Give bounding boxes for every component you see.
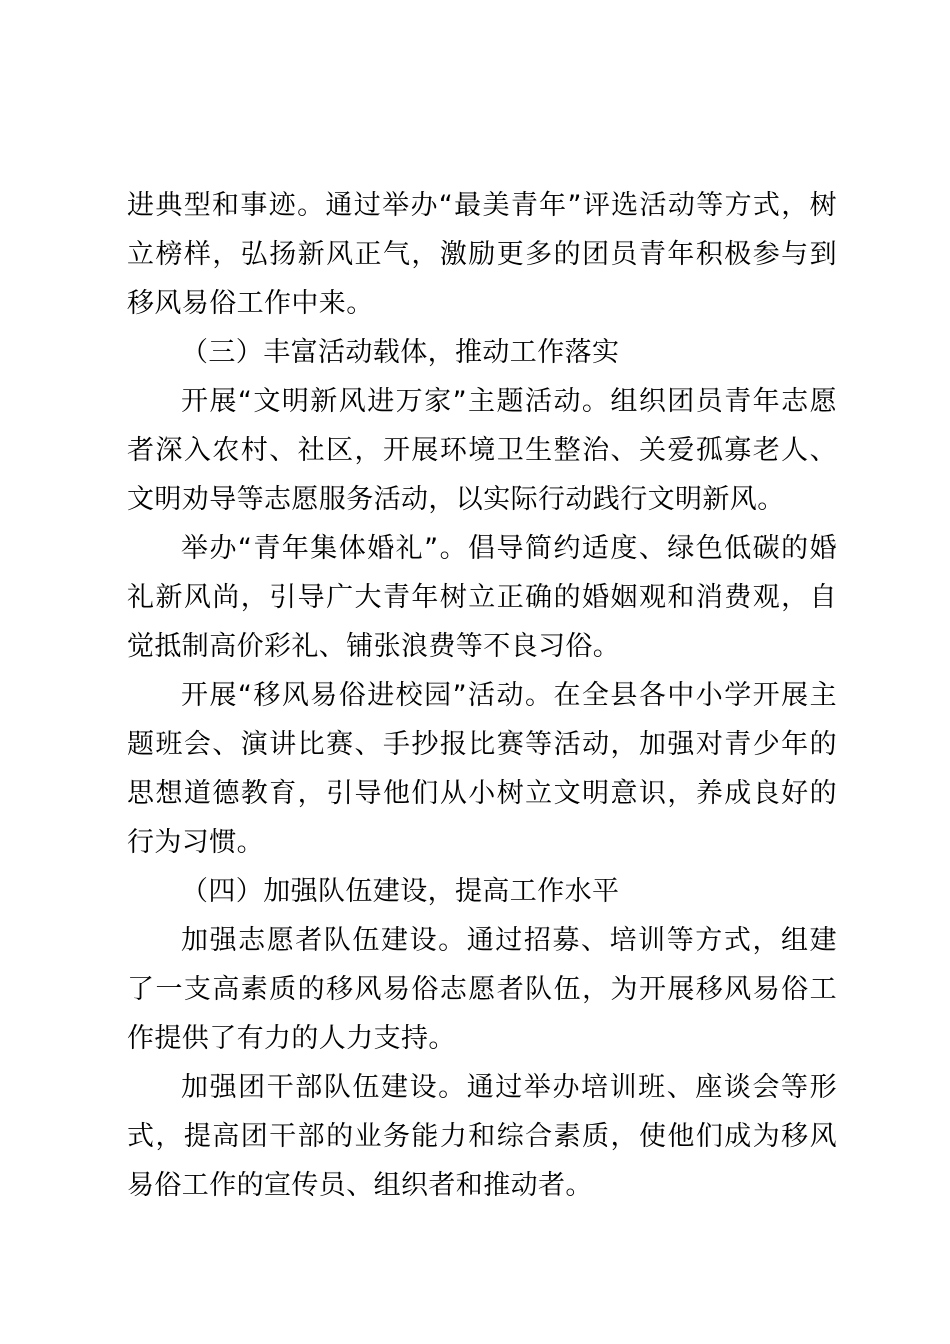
paragraph: 举办“青年集体婚礼”。倡导简约适度、绿色低碳的婚礼新风尚，引导广大青年树立正确的婚姻观和消费观，自觉抵制高价彩礼、铺张浪费等不良习俗。 (127, 533, 837, 662)
paragraph: 加强团干部队伍建设。通过举办培训班、座谈会等形式，提高团干部的业务能力和综合素质，使他们成为移风易俗工作的宣传员、组织者和推动者。 (127, 1072, 837, 1201)
paragraph-continued: 进典型和事迹。通过举办“最美青年”评选活动等方式，树立榜样，弘扬新风正气，激励更多的团员青年积极参与到移风易俗工作中来。 (127, 190, 837, 319)
paragraph: 加强志愿者队伍建设。通过招募、培训等方式，组建了一支高素质的移风易俗志愿者队伍，为开展移风易俗工作提供了有力的人力支持。 (127, 925, 837, 1054)
section-heading-4: （四）加强队伍建设，提高工作水平 (181, 876, 620, 907)
document-body (127, 181, 837, 1210)
section-heading-3: （三）丰富活动载体，推动工作落实 (181, 337, 620, 368)
paragraph: 开展“移风易俗进校园”活动。在全县各中小学开展主题班会、演讲比赛、手抄报比赛等活动，加强对青少年的思想道德教育，引导他们从小树立文明意识，养成良好的行为习惯。 (127, 680, 837, 858)
paragraph: 开展“文明新风进万家”主题活动。组织团员青年志愿者深入农村、社区，开展环境卫生整治、关爱孤寡老人、文明劝导等志愿服务活动，以实际行动践行文明新风。 (127, 386, 837, 515)
